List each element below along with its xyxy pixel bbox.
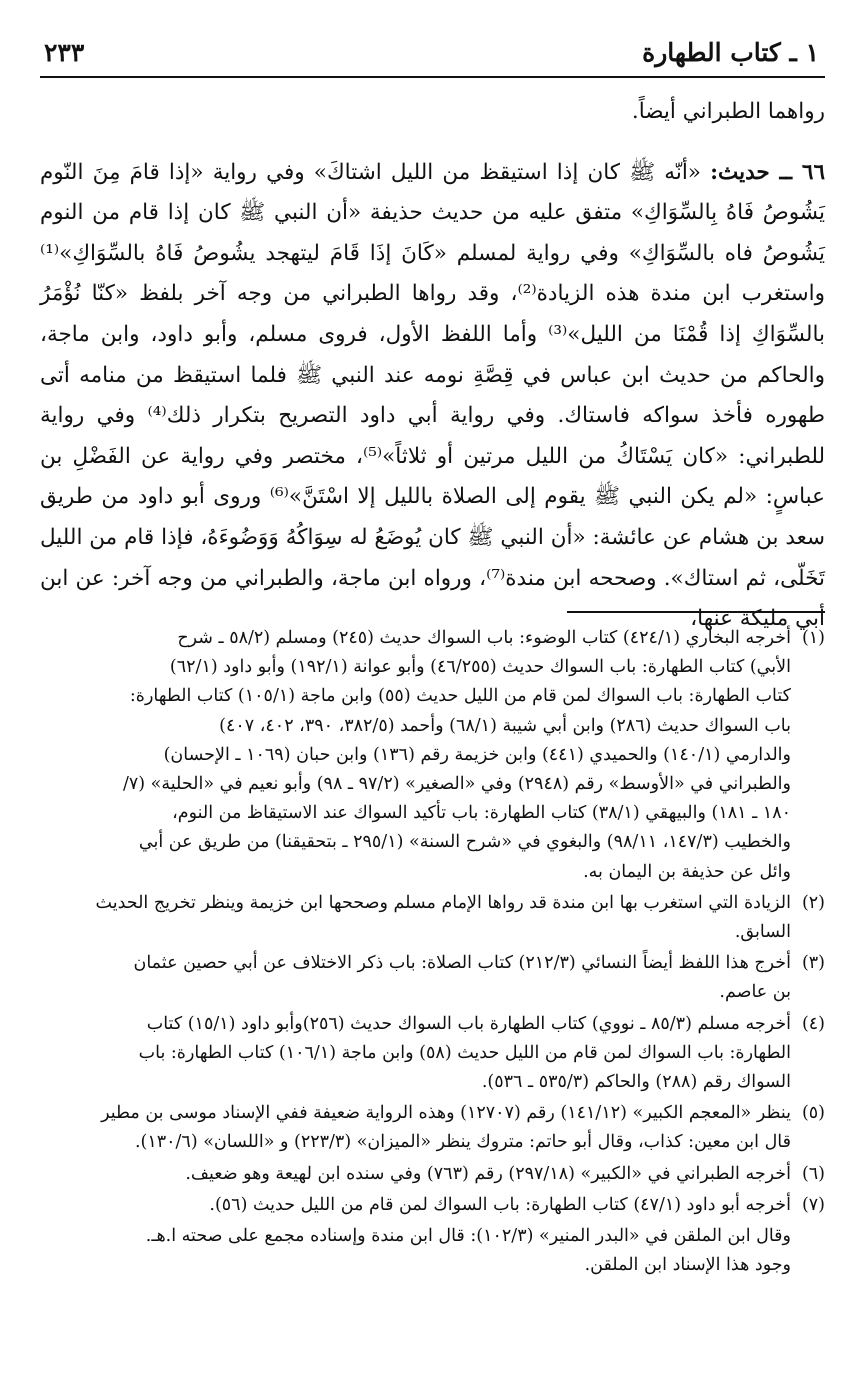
footnote [40, 1191, 825, 1220]
footnote-line: السابق. [734, 922, 791, 943]
footnote-line: والطبراني في «الأوسط» رقم (٢٩٤٨) وفي «الصغير» (٩٧/٢ ـ ٩٨) وأبو نعيم في «الحلية» (٧/ [122, 774, 791, 795]
footnote-line: ١٨٠ ـ ١٨١) والبيهقي (٣٨/١) كتاب الطهارة: باب تأكيد السواك عند الاستيقاظ من النوم، [172, 803, 791, 824]
footnote-line: والخطيب (١٤٧/٣، ٩٨/١١) والبغوي في «شرح السنة» (٢٩٥/١ ـ بتحقيقنا) من طريق عن أبي [138, 832, 791, 853]
footnote-line: والدارمي (١٤٠/١) والحميدي (٤٤١) وابن خزيمة رقم (١٣٦) وابن حبان (١٠٦٩ ـ الإحسان) [163, 744, 791, 765]
footnote-continuation [40, 1222, 825, 1280]
footnote-line: باب السواك حديث (٢٨٦) وابن أبي شيبة (٦٨/١) وأحمد (٣٨٢/٥، ٣٩٠، ٤٠٢، ٤٠٧) [219, 715, 791, 736]
chapter-title: ١ ـ كتاب الطهارة [642, 38, 819, 67]
footnote-body [40, 1160, 791, 1189]
footnote-line: الأبي) كتاب الطهارة: باب السواك حديث (٤٦/٢٥٥) وأبو عوانة (١٩٢/١) وأبو داود (٦٢/١) [169, 657, 791, 678]
footnote-line: قال ابن معين: كذاب، وقال أبو حاتم: متروك ينظر «الميزان» (٢٢٣/٣) و «اللسان» (١٣٠/٦). [134, 1132, 791, 1153]
footnote-line: الطهارة: باب السواك لمن قام من الليل حديث (٥٨) وابن ماجة (١٠٦/١) كتاب الطهارة: باب [138, 1042, 791, 1063]
footnote-line: أخرج هذا اللفظ أيضاً النسائي (٢١٢/٣) كتاب الصلاة: باب ذكر الاختلاف عن أبي حصين عثمان [133, 953, 791, 974]
footnote-line: الزيادة التي استغرب بها ابن مندة قد رواها الإمام مسلم وصححها ابن خزيمة وينظر تخريج الحديث [95, 892, 791, 913]
footnote-body [40, 1010, 791, 1098]
footnote-body [40, 624, 791, 887]
hadith-label: ٦٦ ــ حديث: [710, 159, 825, 185]
footnote-line: أخرجه مسلم (٨٥/٣ ـ نووي) كتاب الطهارة باب السواك حديث (٢٥٦)وأبو داود (١٥/١) كتاب [146, 1013, 791, 1034]
footnote-line: بن عاصم. [719, 982, 791, 1003]
footnote-number: (٤) [801, 1013, 825, 1034]
page-number: ٢٣٣ [44, 38, 85, 67]
footnote [40, 1010, 825, 1098]
footnote-line: أخرجه البخاري (٤٢٤/١) كتاب الوضوء: باب السواك حديث (٢٤٥) ومسلم (٥٨/٢ ـ شرح [177, 628, 791, 648]
footnote [40, 624, 825, 887]
page-header [40, 36, 825, 78]
footnote-body [40, 1191, 791, 1220]
footnote-line: وقال ابن الملقن في «البدر المنير» (١٠٢/٣): قال ابن مندة وإسناده مجمع على صحته ا.هـ. [145, 1226, 791, 1247]
footnote-separator [567, 611, 825, 613]
footnote-number: (١) [801, 628, 825, 648]
footnote-body [40, 1099, 791, 1157]
footnote [40, 889, 825, 947]
footnote [40, 949, 825, 1007]
footnote-number: (٦) [801, 1163, 825, 1184]
footnotes [40, 624, 825, 1280]
footnote-line: وائل عن حذيفة بن اليمان به. [583, 861, 791, 882]
footnote-body [40, 949, 791, 1007]
footnote-number: (٢) [801, 892, 825, 913]
main-text [40, 92, 825, 640]
footnote [40, 1160, 825, 1189]
footnote-line: وجود هذا الإسناد ابن الملقن. [584, 1255, 791, 1276]
footnote-line: أخرجه الطبراني في «الكبير» (٢٩٧/١٨) رقم (٧٦٣) وفي سنده ابن لهيعة وهو ضعيف. [185, 1163, 791, 1184]
footnote-line: أخرجه أبو داود (٤٧/١) كتاب الطهارة: باب السواك لمن قام من الليل حديث (٥٦). [209, 1194, 791, 1215]
hadith-paragraph [40, 153, 825, 640]
footnote-line: كتاب الطهارة: باب السواك لمن قام من الليل حديث (٥٥) وابن ماجة (١٠٥/١) كتاب الطهارة: [129, 686, 791, 707]
footnote-line: السواك رقم (٢٨٨) والحاكم (٥٣٥/٣ ـ ٥٣٦). [481, 1072, 791, 1093]
intro-line: رواهما الطبراني أيضاً. [631, 99, 825, 124]
footnote-number: (٧) [801, 1194, 825, 1215]
footnote-number: (٣) [801, 953, 825, 974]
hadith-text: «أنّه ﷺ كان إذا استيقظ من الليل اشتاكَ» وفي رواية «إذا قامَ مِنَ النّوم يَشُوصُ فَاهُ بِالسِّوَاكِ» متفق عليه من حديث حذيفة «أن النبي ﷺ كان إذا قام من النوم يَشُوصُ فاه بالسِّوَاكِ» وفي رواية لمسلم «كَانَ إذَا قَامَ ليتهجد يشُوصُ فَاهُ بالسِّوَاكِ»⁽¹⁾ واستغرب ابن مندة هذه الزيادة⁽²⁾، وقد رواها الطبراني من وجه آخر بلفظ «كنّا نُؤْمَرُ بالسِّوَاكِ إذا قُمْنَا من الليل»⁽³⁾ وأما اللفظ الأول، فروى مسلم، وأبو داود، وابن ماجة، والحاكم من حديث ابن عباس في قِصَّةِ نومه عند النبي ﷺ فلما استيقظ من منامه أتى طهوره فأخذ سواكه فاستاك. وفي رواية أبي داود التصريح بتكرار ذلك⁽⁴⁾ وفي رواية للطبراني: «كان يَسْتَاكُ من الليل مرتين أو ثلاثاً»⁽⁵⁾، مختصر وفي رواية عن الفَضْلِ بن عباسٍ: «لم يكن النبي ﷺ يقوم إلى الصلاة بالليل إلا اسْتَنَّ»⁽⁶⁾ وروى أبو داود من طريق سعد بن هشام عن عائشة: «أن النبي ﷺ كان يُوضَعُ له سِوَاكُهُ وَوَضُوءَهُ، فإذا قام من الليل تَخَلّى، ثم استاك». وصححه ابن مندة⁽⁷⁾، ورواه ابن ماجة، والطبراني من وجه آخر: عن ابن أبي مليكة عنها، [40, 159, 825, 632]
footnote-body [40, 889, 791, 947]
footnote [40, 1099, 825, 1157]
footnote-number: (٥) [801, 1103, 825, 1124]
footnote-line: ينظر «المعجم الكبير» (١٤١/١٢) رقم (١٢٧٠٧) وهذه الرواية ضعيفة ففي الإسناد موسى بن مطير [101, 1103, 791, 1124]
